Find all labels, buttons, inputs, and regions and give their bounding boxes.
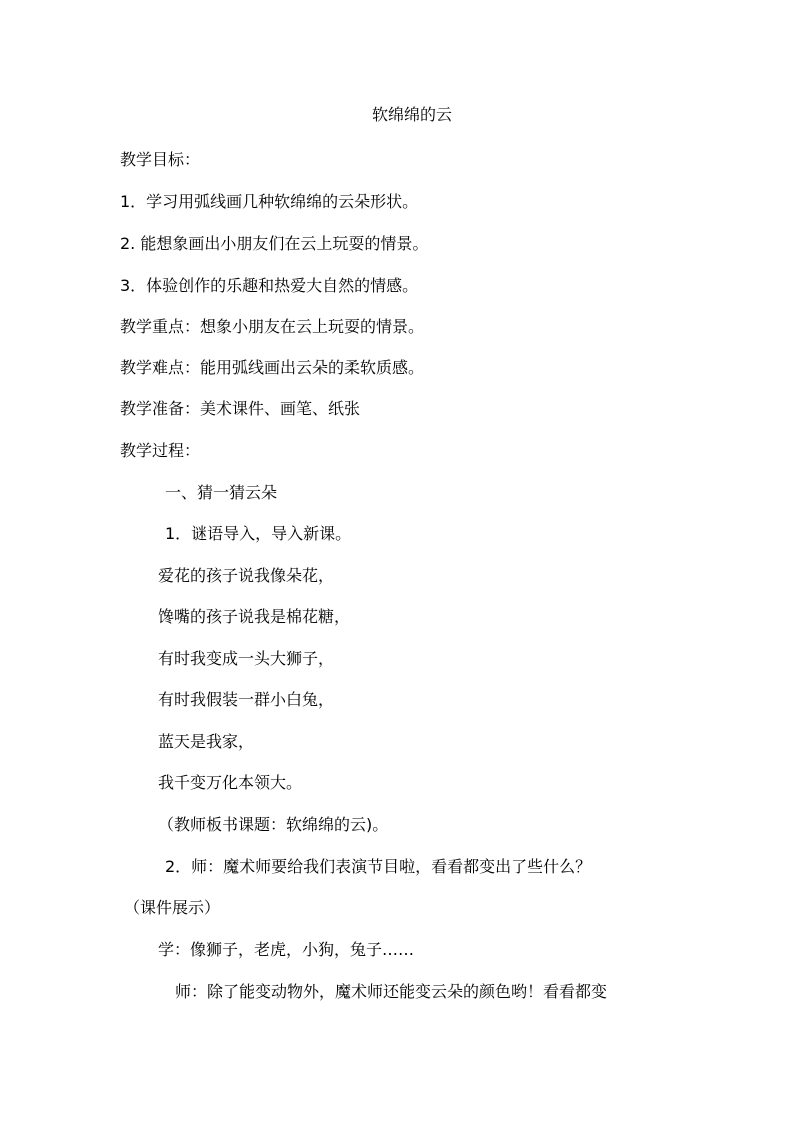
objectives-label: 教学目标： — [120, 150, 201, 169]
step-1-line: 1．谜语导入，导入新课。 — [165, 524, 352, 543]
step-2-line: 2．师：魔术师要给我们表演节目啦，看看都变出了些什么？ — [165, 857, 592, 876]
objective-item-3: 3．体验创作的乐趣和热爱大自然的情感。 — [120, 276, 419, 295]
riddle-line: 馋嘴的孩子说我是棉花糖， — [158, 607, 351, 626]
riddle-line: 我千变万化本领大。 — [158, 773, 303, 792]
student-line: 学：像狮子，老虎，小狗，兔子…… — [158, 940, 415, 959]
riddle-line: 蓝天是我家， — [158, 732, 255, 751]
section-heading: 一、猜一猜云朵 — [165, 483, 278, 502]
objective-item-1: 1．学习用弧线画几种软绵绵的云朵形状。 — [120, 192, 419, 211]
teacher-line: 师：除了能变动物外，魔术师还能变云朵的颜色哟！看看都变 — [175, 982, 608, 1001]
riddle-line: 有时我假装一群小白兔， — [158, 690, 335, 709]
riddle-line: 有时我变成一头大狮子， — [158, 649, 335, 668]
process-label: 教学过程： — [120, 441, 201, 460]
key-point-line: 教学重点：想象小朋友在云上玩耍的情景。 — [120, 317, 425, 336]
difficulty-line: 教学难点：能用弧线画出云朵的柔软质感。 — [120, 358, 425, 377]
board-note-line: （教师板书课题：软绵绵的云)。 — [158, 815, 389, 834]
preparation-line: 教学准备：美术课件、画笔、纸张 — [120, 399, 361, 418]
riddle-line: 爱花的孩子说我像朵花， — [158, 566, 335, 585]
step-2-continuation: （课件展示） — [124, 898, 221, 917]
objective-item-2: 2. 能想象画出小朋友们在云上玩耍的情景。 — [120, 234, 429, 253]
page-title: 软绵绵的云 — [372, 105, 453, 124]
